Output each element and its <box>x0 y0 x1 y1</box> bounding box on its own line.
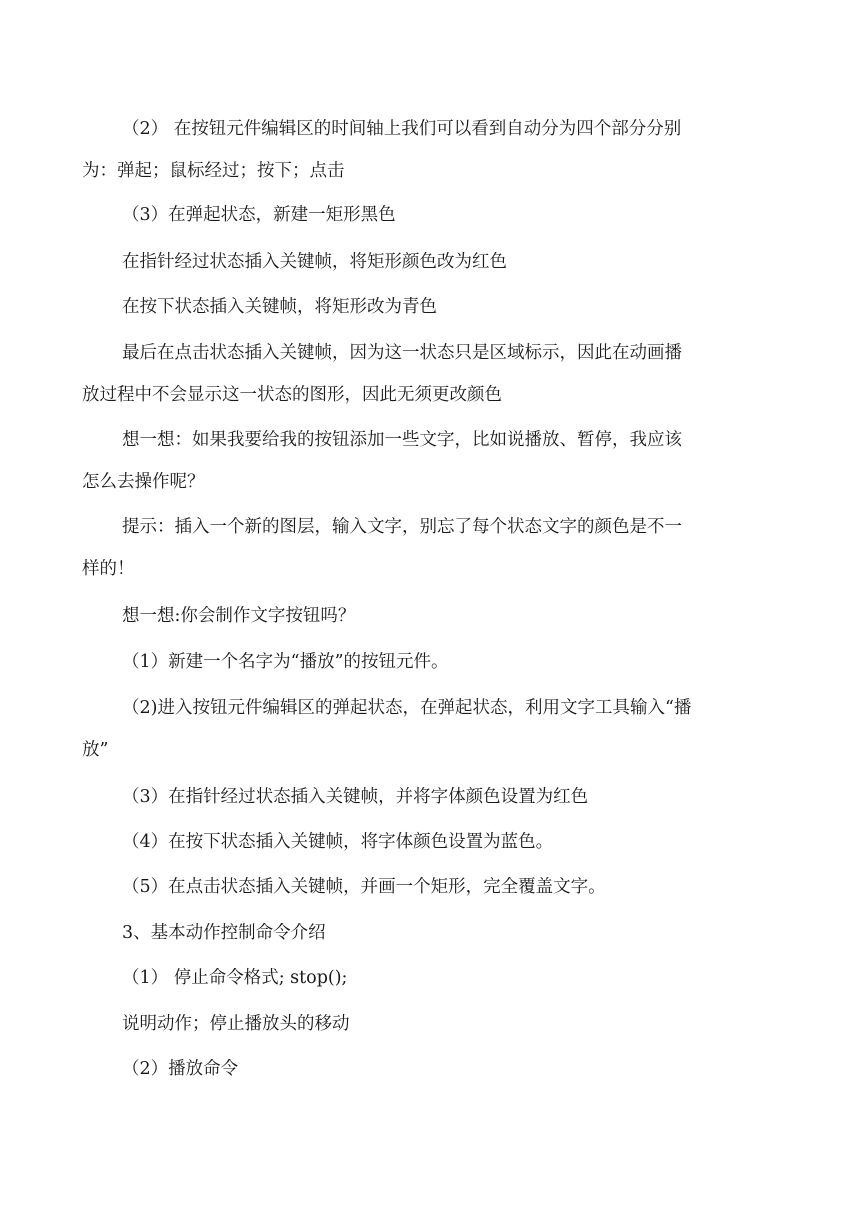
paragraph-line: 3、基本动作控制命令介绍 <box>122 923 326 943</box>
paragraph-4 <box>0 286 860 328</box>
paragraph-8 <box>0 595 860 637</box>
paragraph-line: （3）在指针经过状态插入关键帧，并将字体颜色设置为红色 <box>122 787 589 807</box>
paragraph-line: 提示：插入一个新的图层，输入文字，别忘了每个状态文字的颜色是不一 <box>122 517 682 537</box>
paragraph-13 <box>0 866 860 908</box>
paragraph-line: 样的！ <box>82 559 135 579</box>
paragraph-17 <box>0 1048 860 1090</box>
paragraph-7 <box>0 506 860 590</box>
paragraph-line: 想一想：如果我要给我的按钮添加一些文字，比如说播放、暂停，我应该 <box>122 430 682 450</box>
paragraph-line: （2）播放命令 <box>122 1059 239 1079</box>
paragraph-line: （3）在弹起状态，新建一矩形黑色 <box>122 205 396 225</box>
paragraph-6 <box>0 419 860 503</box>
paragraph-line: 为：弹起；鼠标经过；按下；点击 <box>82 161 345 181</box>
paragraph-2 <box>0 194 860 236</box>
paragraph-line: （5）在点击状态插入关键帧，并画一个矩形，完全覆盖文字。 <box>122 877 606 897</box>
paragraph-line: 在按下状态插入关键帧，将矩形改为青色 <box>122 297 437 317</box>
paragraph-line: （1）新建一个名字为“播放”的按钮元件。 <box>122 652 449 672</box>
paragraph-14 <box>0 912 860 954</box>
paragraph-10 <box>0 687 860 771</box>
paragraph-line: 放” <box>82 740 109 760</box>
paragraph-line: 想一想:你会制作文字按钮吗？ <box>122 606 356 626</box>
paragraph-line: （4）在按下状态插入关键帧，将字体颜色设置为蓝色。 <box>122 832 554 852</box>
paragraph-line: 最后在点击状态插入关键帧，因为这一状态只是区域标示，因此在动画播 <box>122 343 682 363</box>
paragraph-5 <box>0 332 860 416</box>
paragraph-1 <box>0 108 860 192</box>
paragraph-line: （1） 停止命令格式; stop(); <box>122 968 348 988</box>
paragraph-line: 说明动作；停止播放头的移动 <box>122 1014 350 1034</box>
paragraph-line: （2） 在按钮元件编辑区的时间轴上我们可以看到自动分为四个部分分别 <box>122 119 682 139</box>
paragraph-15 <box>0 957 860 999</box>
paragraph-9 <box>0 641 860 683</box>
paragraph-16 <box>0 1003 860 1045</box>
paragraph-3 <box>0 241 860 283</box>
paragraph-line: 放过程中不会显示这一状态的图形，因此无须更改颜色 <box>82 385 502 405</box>
paragraph-line: 怎么去操作呢？ <box>82 472 205 492</box>
paragraph-11 <box>0 776 860 818</box>
paragraph-line: （2)进入按钮元件编辑区的弹起状态，在弹起状态，利用文字工具输入“播 <box>122 698 692 718</box>
paragraph-line: 在指针经过状态插入关键帧，将矩形颜色改为红色 <box>122 252 507 272</box>
paragraph-12 <box>0 821 860 863</box>
